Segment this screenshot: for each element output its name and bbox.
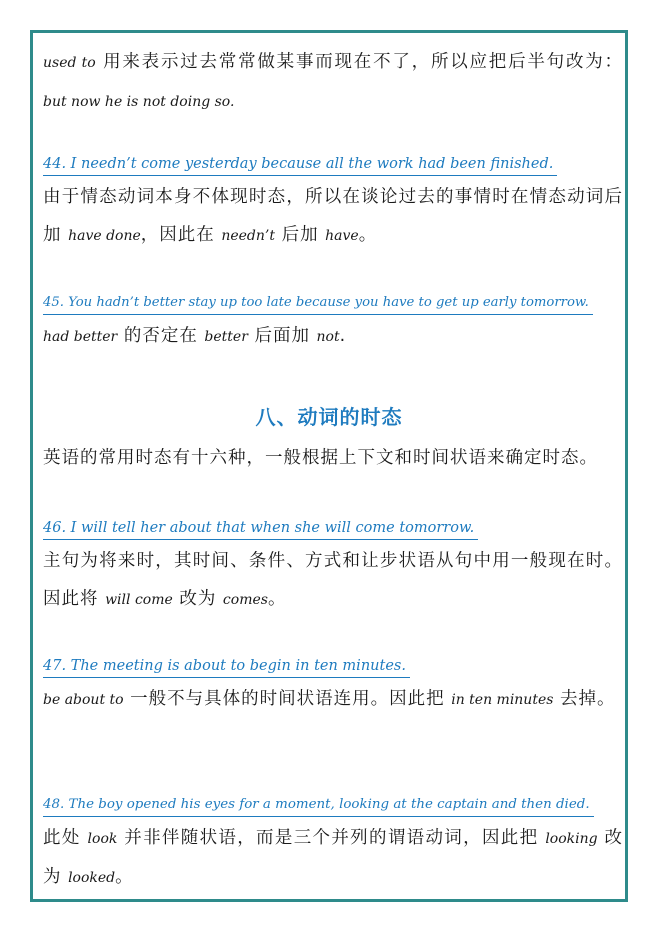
- item-45: [43, 291, 623, 356]
- explanation-text: be about to 一般不与具体的时间状语连用。因此把 in ten minutes 去掉。: [43, 689, 616, 709]
- example-sentence: 48. The boy opened his eyes for a moment, looking at the captain and then died.: [43, 794, 594, 817]
- intro-text: 英语的常用时态有十六种，一般根据上下文和时间状语来确定时态。: [43, 448, 598, 468]
- item-44: [43, 153, 623, 255]
- section-intro: [43, 439, 623, 477]
- section-heading: 八、动词的时态: [255, 405, 403, 429]
- explanation-text: had better 的否定在 better 后面加 not.: [43, 326, 347, 346]
- item-48: [43, 793, 623, 897]
- item-46: [43, 517, 623, 619]
- english-term: but now he is not doing so.: [43, 94, 235, 110]
- paragraph-used-to: [43, 43, 623, 121]
- explanation-text: used to 用来表示过去常常做某事而现在不了，所以应把后半句改为：but now he is not doing so.: [43, 52, 624, 110]
- item-47: [43, 655, 623, 719]
- example-sentence: 46. I will tell her about that when she will come tomorrow.: [43, 517, 478, 540]
- explanation-text: 主句为将来时，其时间、条件、方式和让步状语从句中用一般现在时。因此将 will come 改为 comes。: [43, 551, 623, 609]
- explanation-text: 此处 look 并非伴随状语，而是三个并列的谓语动词，因此把 looking 改为 looked。: [43, 828, 623, 887]
- example-sentence: 44. I needn’t come yesterday because all the work had been finished.: [43, 153, 557, 176]
- page-frame: [30, 30, 628, 902]
- example-sentence: 47. The meeting is about to begin in ten minutes.: [43, 655, 410, 678]
- english-term: used to: [43, 55, 96, 71]
- explanation-text: 由于情态动词本身不体现时态，所以在谈论过去的事情时在情态动词后加 have done，因此在 needn’t 后加 have。: [43, 187, 623, 245]
- example-sentence: 45. You hadn’t better stay up too late because you have to get up early tomorrow.: [43, 292, 593, 315]
